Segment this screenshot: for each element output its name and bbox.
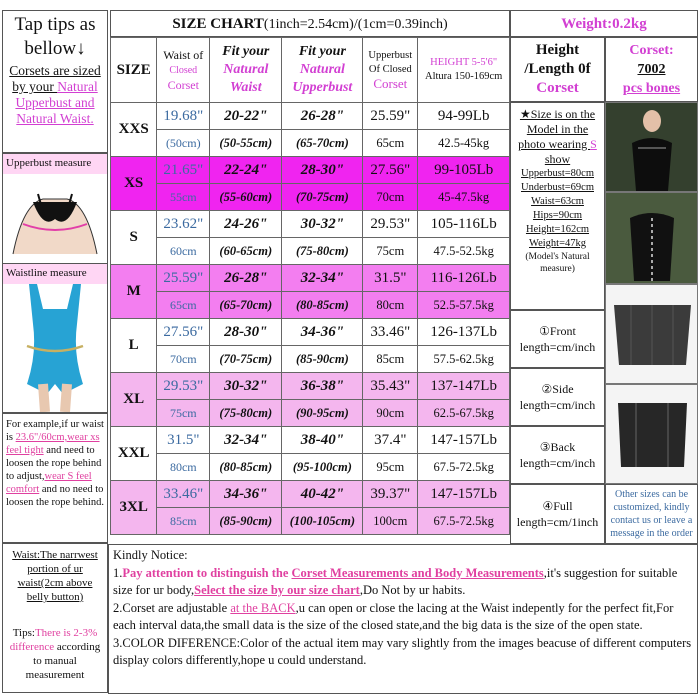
fit-upperbust-inch: 30-32": [282, 211, 363, 238]
waist-cm: 55cm: [157, 184, 210, 211]
waist-definition-panel: [2, 543, 108, 693]
upperbust-inch: 27.56": [363, 157, 418, 184]
waist-inch: 31.5": [157, 427, 210, 454]
waist-cm: 80cm: [157, 454, 210, 481]
waistline-illustration: [2, 263, 108, 413]
fit-waist-cm: (55-60cm): [210, 184, 282, 211]
tap-tips-title: Tap tips as bellow↓: [14, 14, 96, 59]
table-header-row: [111, 38, 510, 103]
model-stat: Weight=47kg: [529, 238, 586, 249]
corset-side-icon: [606, 385, 699, 485]
weight-lb: 147-157Lb: [418, 481, 510, 508]
weight-lb: 137-147Lb: [418, 373, 510, 400]
model-natural-note: (Model's Natural measure): [525, 252, 590, 274]
custom-sizes-note: Other sizes can be customized, kindly contact us or leave a message in the order: [605, 484, 698, 544]
bra-figure-icon: [3, 174, 107, 264]
weight-header: Weight:0.2kg: [510, 10, 698, 37]
upperbust-inch: 29.53": [363, 211, 418, 238]
fit-upperbust-cm: (70-75cm): [282, 184, 363, 211]
example-note: For example,if ur waist is 23.6"/60cm,wear xs feel tight and need to loosen the rope behind to adjust,wear S feel comfort and no need to loosen the rope behind.: [2, 413, 108, 543]
fit-upperbust-cm: (80-85cm): [282, 292, 363, 319]
corset-photo-flat-1: [605, 284, 698, 384]
fit-waist-inch: 34-36": [210, 481, 282, 508]
upperbust-cm: 100cm: [363, 508, 418, 535]
tips-text: Tips:There is 2-3% difference according to manual measurement: [9, 627, 101, 681]
fit-waist-inch: 28-30": [210, 319, 282, 346]
corset-photo-back: [605, 192, 698, 284]
weight-lb: 126-137Lb: [418, 319, 510, 346]
weight-kg: 52.5-57.5kg: [418, 292, 510, 319]
size-table: [110, 37, 510, 535]
waist-inch: 19.68": [157, 103, 210, 130]
upperbust-cm: 85cm: [363, 346, 418, 373]
upperbust-inch: 25.59": [363, 103, 418, 130]
model-stat: Hips=90cm: [532, 210, 583, 221]
notice-point-1: 1.Pay attention to distinguish the Corset Measurements and Body Measurements,it's suggestion for suitable size for ur body,Select the size by our size chart,Do Not by ur habits.: [113, 565, 678, 597]
upperbust-inch: 35.43": [363, 373, 418, 400]
model-size-note: ★Size is on the Model in the photo wearing S show: [518, 107, 597, 166]
waist-cm: (50cm): [157, 130, 210, 157]
front-length-cell: ①Front length=cm/inch: [510, 310, 605, 368]
weight-kg: 62.5-67.5kg: [418, 400, 510, 427]
fit-upperbust-column-header: Fit your Natural Upperbust: [282, 38, 363, 103]
upperbust-inch: 31.5": [363, 265, 418, 292]
size-column-header: SIZE: [111, 38, 157, 103]
upperbust-illustration: [2, 153, 108, 263]
corset-bones-header: Corset: 7002 pcs bones: [605, 37, 698, 102]
corset-model-photo-icon: [606, 103, 699, 193]
fit-waist-inch: 20-22": [210, 103, 282, 130]
fit-upperbust-inch: 40-42": [282, 481, 363, 508]
fit-waist-cm: (50-55cm): [210, 130, 282, 157]
fit-waist-cm: (80-85cm): [210, 454, 282, 481]
fit-upperbust-cm: (65-70cm): [282, 130, 363, 157]
fit-waist-cm: (70-75cm): [210, 346, 282, 373]
size-label: 3XL: [111, 481, 157, 535]
upperbust-inch: 37.4": [363, 427, 418, 454]
fit-upperbust-inch: 34-36": [282, 319, 363, 346]
fit-waist-inch: 22-24": [210, 157, 282, 184]
table-row: [111, 319, 510, 346]
table-row: [111, 481, 510, 508]
fit-waist-inch: 24-26": [210, 211, 282, 238]
fit-waist-inch: 26-28": [210, 265, 282, 292]
upperbust-cm: 80cm: [363, 292, 418, 319]
model-stat: Height=162cm: [525, 224, 590, 235]
fit-upperbust-inch: 38-40": [282, 427, 363, 454]
corset-back-photo-icon: [606, 193, 699, 285]
table-row-metric: [111, 184, 510, 211]
upperbust-inch: 33.46": [363, 319, 418, 346]
notice-point-3: 3.COLOR DIFERENCE:Color of the actual item may vary slightly from the images beacuse of different computers display colors differently,hope u could understand.: [113, 635, 692, 667]
table-row: [111, 265, 510, 292]
fit-waist-cm: (75-80cm): [210, 400, 282, 427]
notice-point-2: 2.Corset are adjustable at the BACK,u can open or close the lacing at the Waist indepently for the perfect fit,For each interval data,the small data is the size of the closed state,and the big data is the size of the open state.: [113, 600, 674, 632]
waist-inch: 21.65": [157, 157, 210, 184]
table-row: [111, 373, 510, 400]
full-length-cell: ④Full length=cm/1inch: [510, 484, 605, 544]
waist-inch: 29.53": [157, 373, 210, 400]
waist-column-header: Waist of Closed Corset: [157, 38, 210, 103]
size-label: XXL: [111, 427, 157, 481]
corset-photo-flat-2: [605, 384, 698, 484]
size-label: XS: [111, 157, 157, 211]
table-row-metric: [111, 238, 510, 265]
waist-inch: 25.59": [157, 265, 210, 292]
model-stat: Upperbust=80cm: [521, 168, 594, 179]
waist-cm: 70cm: [157, 346, 210, 373]
height-length-header: Height /Length 0f Corset: [510, 37, 605, 102]
fit-upperbust-cm: (95-100cm): [282, 454, 363, 481]
weight-lb: 105-116Lb: [418, 211, 510, 238]
table-row-metric: [111, 130, 510, 157]
notice-title: Kindly Notice:: [113, 548, 188, 562]
fit-waist-cm: (60-65cm): [210, 238, 282, 265]
fit-upperbust-cm: (75-80cm): [282, 238, 363, 265]
table-row-metric: [111, 292, 510, 319]
weight-kg: 67.5-72.5kg: [418, 508, 510, 535]
weight-lb: 116-126Lb: [418, 265, 510, 292]
waist-cm: 60cm: [157, 238, 210, 265]
waist-definition: Waist:The narrwest portion of ur waist(2cm above belly button): [12, 549, 98, 603]
corset-photo-front: [605, 102, 698, 192]
model-stats-list: [514, 167, 601, 251]
table-row-metric: [111, 508, 510, 535]
fit-upperbust-inch: 36-38": [282, 373, 363, 400]
waist-inch: 33.46": [157, 481, 210, 508]
waist-inch: 27.56": [157, 319, 210, 346]
side-length-cell: ②Side length=cm/inch: [510, 368, 605, 426]
size-label: S: [111, 211, 157, 265]
swimsuit-figure-icon: [3, 284, 107, 412]
corset-flat-icon: [606, 285, 699, 385]
model-stat: Waist=63cm: [531, 196, 584, 207]
waist-inch: 23.62": [157, 211, 210, 238]
size-label: XL: [111, 373, 157, 427]
fit-waist-cm: (65-70cm): [210, 292, 282, 319]
fit-waist-inch: 30-32": [210, 373, 282, 400]
upperbust-cm: 70cm: [363, 184, 418, 211]
weight-kg: 57.5-62.5kg: [418, 346, 510, 373]
weight-kg: 42.5-45kg: [418, 130, 510, 157]
fit-upperbust-cm: (90-95cm): [282, 400, 363, 427]
upperbust-inch: 39.37": [363, 481, 418, 508]
weight-kg: 67.5-72.5kg: [418, 454, 510, 481]
upperbust-cm: 95cm: [363, 454, 418, 481]
upperbust-cm: 90cm: [363, 400, 418, 427]
table-row: [111, 211, 510, 238]
fit-waist-cm: (85-90cm): [210, 508, 282, 535]
size-chart-header: SIZE CHART(1inch=2.54cm)/(1cm=0.39inch): [110, 10, 510, 37]
waist-cm: 65cm: [157, 292, 210, 319]
table-row-metric: [111, 346, 510, 373]
tap-tips-panel: [2, 10, 108, 153]
table-row: [111, 427, 510, 454]
weight-kg: 47.5-52.5kg: [418, 238, 510, 265]
fit-upperbust-inch: 26-28": [282, 103, 363, 130]
corsets-sized-text: Corsets are sized by your Natural Upperbust and Natural Waist.: [9, 63, 101, 126]
table-row-metric: [111, 400, 510, 427]
fit-waist-column-header: Fit your Natural Waist: [210, 38, 282, 103]
upperbust-closed-column-header: Upperbust Of Closed Corset: [363, 38, 418, 103]
table-row: [111, 157, 510, 184]
waist-cm: 75cm: [157, 400, 210, 427]
weight-lb: 147-157Lb: [418, 427, 510, 454]
upperbust-measure-label: Upperbust measure: [6, 157, 92, 169]
back-length-cell: ③Back length=cm/inch: [510, 426, 605, 484]
waist-cm: 85cm: [157, 508, 210, 535]
fit-upperbust-inch: 28-30": [282, 157, 363, 184]
table-row-metric: [111, 454, 510, 481]
waistline-measure-label: Waistline measure: [6, 267, 87, 279]
kindly-notice: [108, 544, 698, 694]
fit-upperbust-cm: (100-105cm): [282, 508, 363, 535]
height-column-header: HEIGHT 5-5'6" Altura 150-169cm: [418, 38, 510, 103]
size-label: L: [111, 319, 157, 373]
model-stat: Underbust=69cm: [521, 182, 594, 193]
weight-lb: 99-105Lb: [418, 157, 510, 184]
fit-upperbust-cm: (85-90cm): [282, 346, 363, 373]
upperbust-cm: 75cm: [363, 238, 418, 265]
table-row: [111, 103, 510, 130]
upperbust-cm: 65cm: [363, 130, 418, 157]
fit-waist-inch: 32-34": [210, 427, 282, 454]
size-label: XXS: [111, 103, 157, 157]
weight-lb: 94-99Lb: [418, 103, 510, 130]
model-info-panel: [510, 102, 605, 310]
fit-upperbust-inch: 32-34": [282, 265, 363, 292]
size-label: M: [111, 265, 157, 319]
weight-kg: 45-47.5kg: [418, 184, 510, 211]
